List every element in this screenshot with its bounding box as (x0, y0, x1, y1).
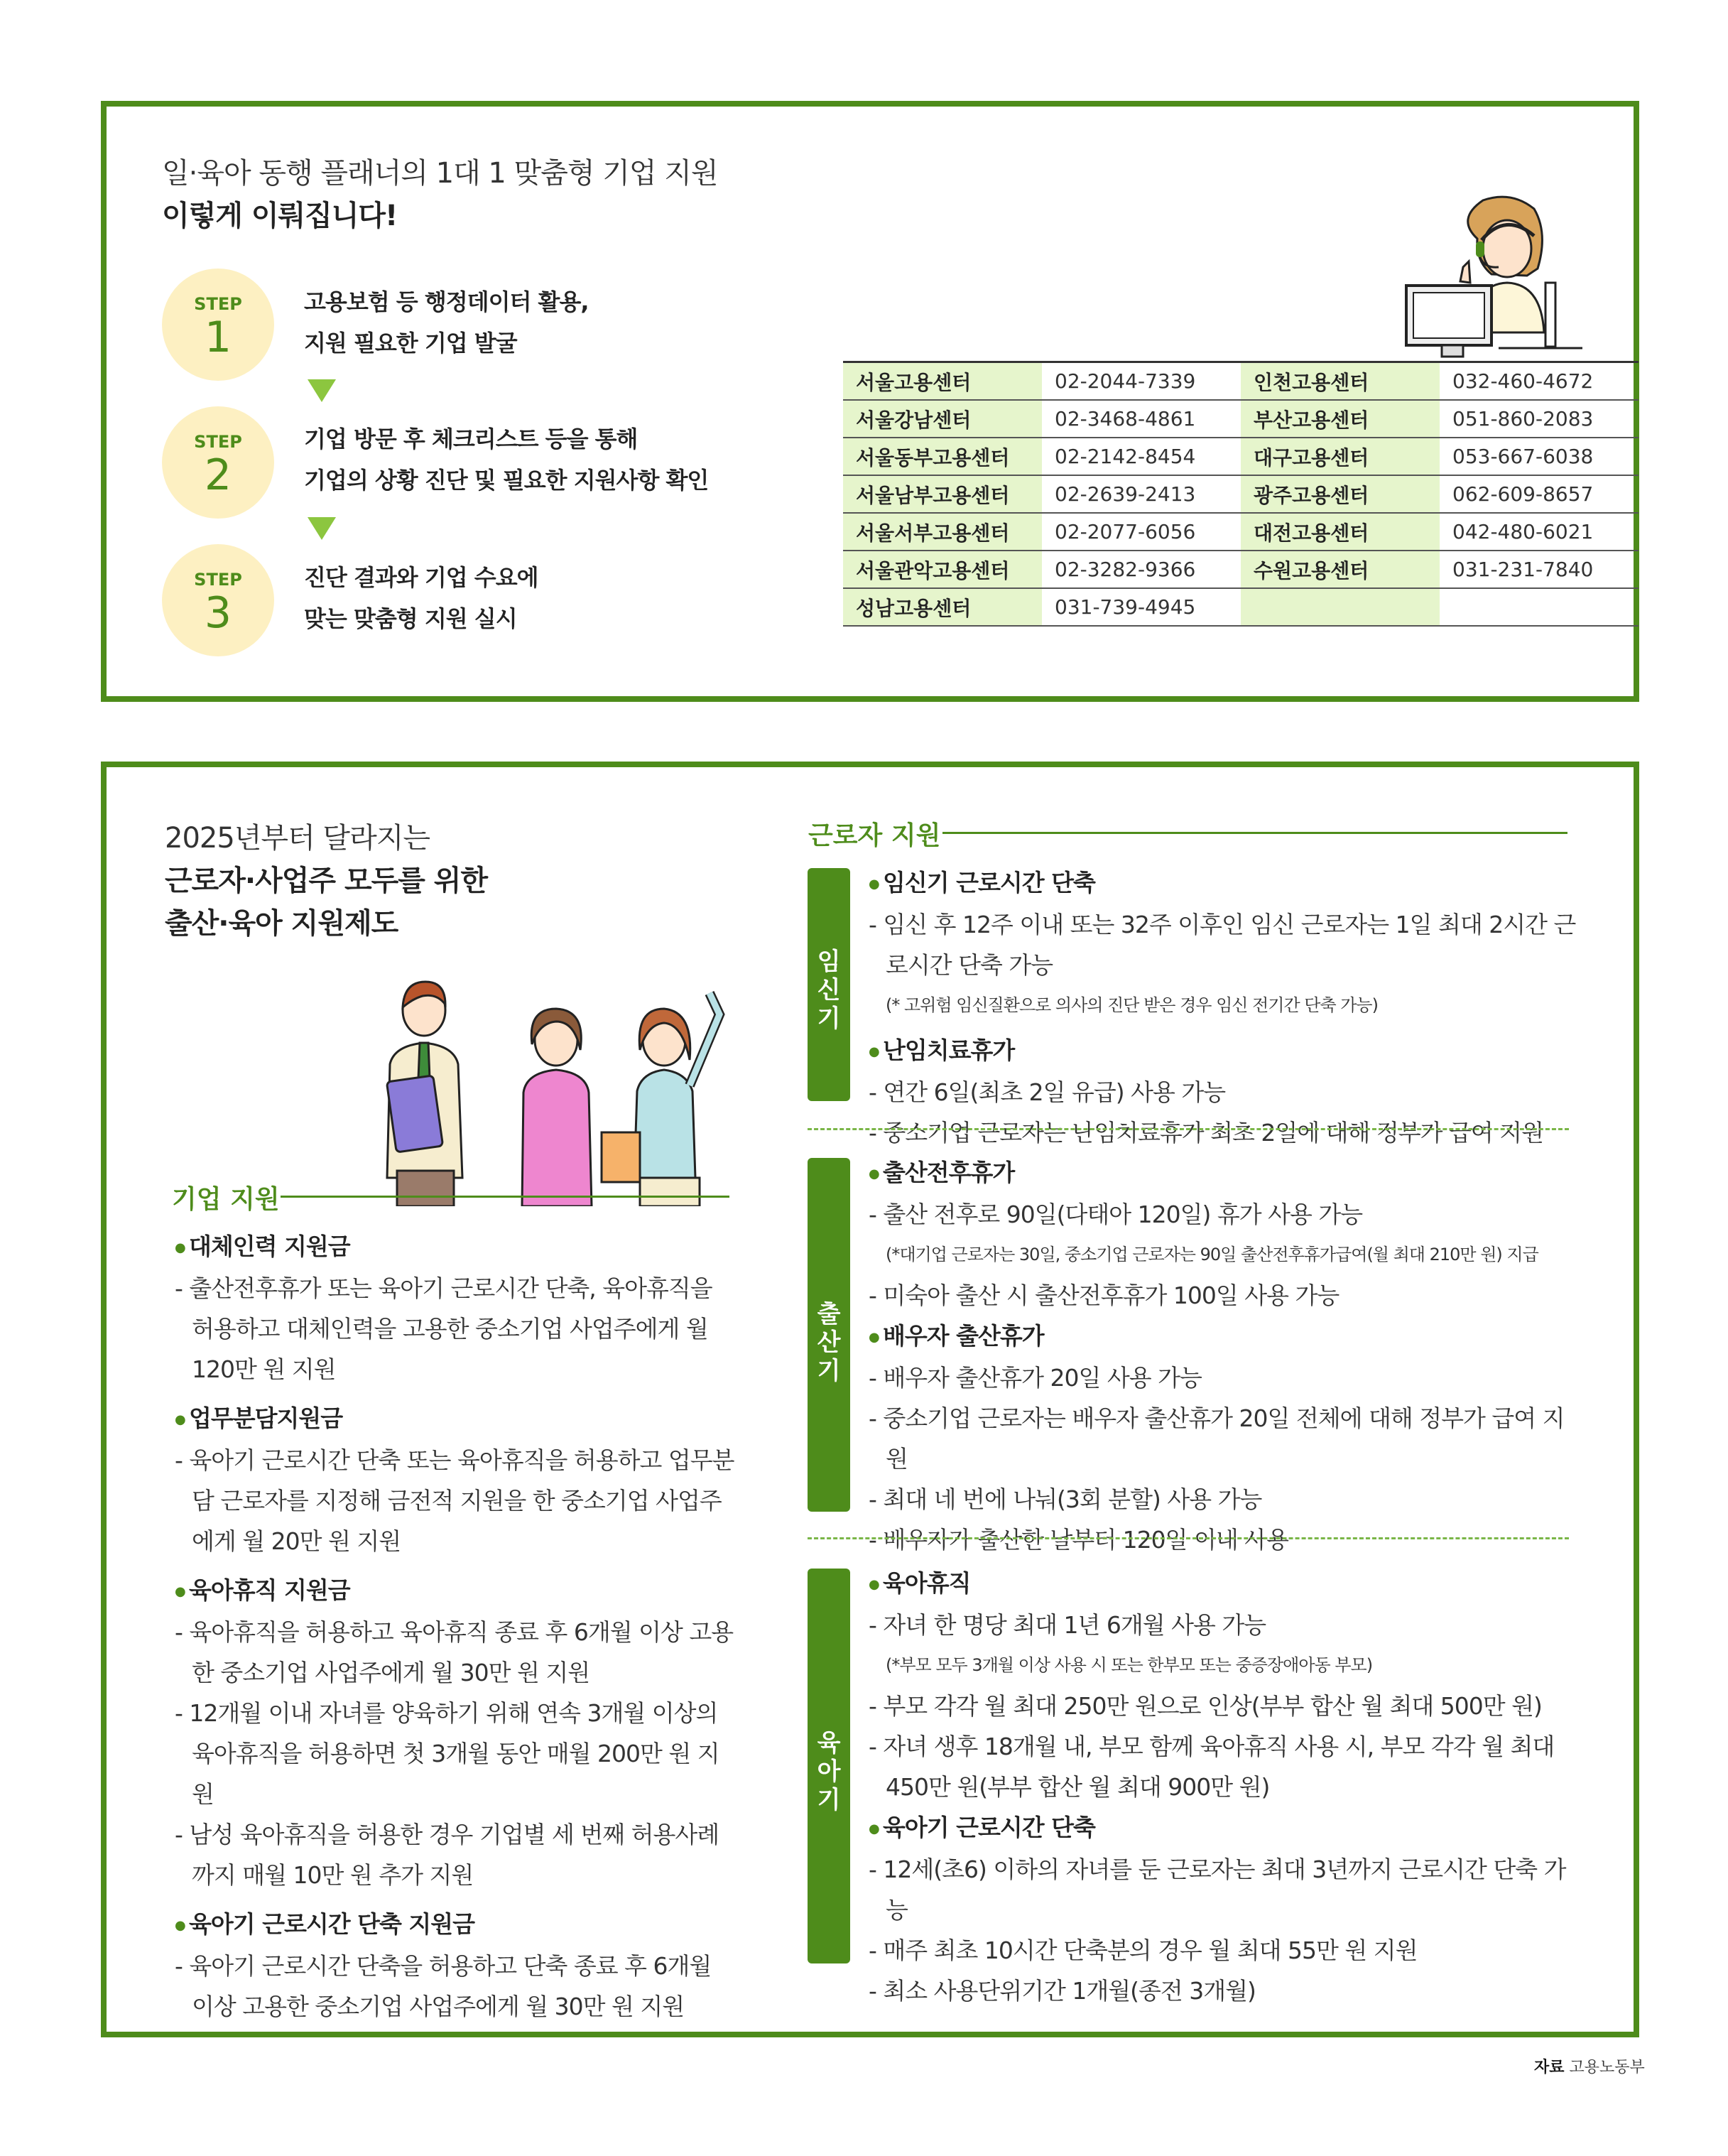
center-name-cell: 서울강남센터 (843, 400, 1042, 438)
subsidy-heading: ● 육아휴직 지원금 (175, 1570, 736, 1612)
planner-intro-line1: 일·육아 동행 플래너의 1대 1 맞춤형 기업 지원 (162, 157, 718, 190)
center-table-row (843, 362, 1639, 401)
subsidy-heading: ● 대체인력 지원금 (175, 1226, 736, 1268)
center-name-cell: 인천고용센터 (1241, 362, 1440, 401)
center-name-cell: 대전고용센터 (1241, 513, 1440, 551)
center-name-cell: 서울서부고용센터 (843, 513, 1042, 551)
center-phone-cell: 02-2077-6056 (1042, 513, 1241, 551)
subsidy-item: - 육아기 근로시간 단축을 허용하고 단축 종료 후 6개월 이상 고용한 중소기업 사업주에게 월 30만 원 지원 (175, 1952, 712, 2020)
center-phone-cell: 02-2639-2413 (1042, 475, 1241, 513)
step-3-text: 진단 결과와 기업 수요에 맞는 맞춤형 지원 실시 (304, 564, 538, 632)
policy-intro-line1: 2025년부터 달라지는 (165, 822, 430, 855)
center-name-cell: 부산고용센터 (1241, 400, 1440, 438)
planner-intro-line2: 이렇게 이뤄집니다! (162, 200, 398, 232)
step-2-badge: STEP 2 (162, 406, 274, 519)
center-table-row (843, 400, 1639, 438)
subsidy-item: - 육아기 근로시간 단축 또는 육아휴직을 허용하고 업무분담 근로자를 지정해 금전적 지원을 한 중소기업 사업주에게 월 20만 원 지원 (175, 1446, 734, 1555)
center-name-cell (1241, 588, 1440, 626)
center-name-cell: 서울동부고용센터 (843, 438, 1042, 475)
center-table-row (843, 551, 1639, 588)
call-center-agent-illustration (1392, 190, 1584, 361)
worker-support-title: 근로자 지원 (808, 821, 941, 850)
center-table-row (843, 513, 1639, 551)
subsidy-item: - 출산전후휴가 또는 육아기 근로시간 단축, 육아휴직을 허용하고 대체인력을 고용한 중소기업 사업주에게 월 120만 원 지원 (175, 1274, 712, 1383)
center-name-cell: 성남고용센터 (843, 588, 1042, 626)
worker-support-rule (942, 832, 1567, 834)
center-name-cell: 서울남부고용센터 (843, 475, 1042, 513)
pregnancy-support-list: ● 임신기 근로시간 단축 - 임신 후 12주 이내 또는 32주 이후인 임신 근로자는 1일 최대 2시간 근로시간 단축 가능 (* 고위험 임신질환으로 의사의 진단 받은 경우 임신 전기간 단축 가능) ● 난임치료휴가 - 연간 6일(최초 2일 유급) 사용 가능 - 중소기업 근로자는 난임치료휴가 최초 2일에 대해 정부가 급여 지원 (869, 862, 1579, 1153)
center-name-cell: 광주고용센터 (1241, 475, 1440, 513)
center-phone-cell: 031-739-4945 (1042, 588, 1241, 626)
center-name-cell: 수원고용센터 (1241, 551, 1440, 588)
center-name-cell: 대구고용센터 (1241, 438, 1440, 475)
subsidy-item: - 남성 육아휴직을 허용한 경우 기업별 세 번째 허용사례까지 매월 10만 원 추가 지원 (175, 1821, 719, 1889)
center-phone-cell: 031-231-7840 (1440, 551, 1639, 588)
step-2-text: 기업 방문 후 체크리스트 등을 통해 기업의 상황 진단 및 필요한 지원사항 확인 (304, 426, 709, 494)
center-phone-cell: 053-667-6038 (1440, 438, 1639, 475)
policy-intro-line3: 출산·육아 지원제도 (165, 907, 398, 940)
childbirth-period-bar: 출산기 (808, 1158, 850, 1512)
employment-center-phone-table (843, 361, 1639, 627)
down-arrow-icon (308, 517, 336, 540)
section-divider (808, 1537, 1569, 1539)
subsidy-item: - 12개월 이내 자녀를 양육하기 위해 연속 3개월 이상의 육아휴직을 허용하면 첫 3개월 동안 매월 200만 원 지원 (175, 1699, 719, 1808)
down-arrow-icon (308, 379, 336, 402)
pregnancy-period-bar: 임신기 (808, 868, 850, 1101)
section-divider (808, 1128, 1569, 1130)
center-phone-cell: 051-860-2083 (1440, 400, 1639, 438)
center-phone-cell: 062-609-8657 (1440, 475, 1639, 513)
center-phone-cell (1440, 588, 1639, 626)
childcare-period-bar: 육아기 (808, 1569, 850, 1963)
center-table-row (843, 438, 1639, 475)
source-credit: 자료 고용노동부 (1534, 2059, 1645, 2076)
subsidy-heading: ● 육아기 근로시간 단축 지원금 (175, 1904, 736, 1946)
subsidy-item: - 육아휴직을 허용하고 육아휴직 종료 후 6개월 이상 고용한 중소기업 사업주에게 월 30만 원 지원 (175, 1618, 734, 1686)
childcare-support-list: ● 육아휴직 - 자녀 한 명당 최대 1년 6개월 사용 가능 (*부모 모두 3개월 이상 사용 시 또는 한부모 또는 중증장애아동 부모) - 부모 각각 월 최대 250만 원으로 인상(부부 합산 월 최대 500만 원) - 자녀 생후 18개월 내, 부모 함께 육아휴직 사용 시, 부모 각각 월 최대 450만 원(부부 합산 월 최대 900만 원) ● 육아기 근로시간 단축 - 12세(초6) 이하의 자녀를 둔 근로자는 최대 3년까지 근로시간 단축 가능 - 매주 최초 10시간 단축분의 경우 월 최대 55만 원 지원 - 최소 사용단위기간 1개월(종전 3개월) (869, 1563, 1579, 2011)
center-phone-cell: 032-460-4672 (1440, 362, 1639, 401)
center-table-row (843, 588, 1639, 626)
center-table-row (843, 475, 1639, 513)
center-phone-cell: 02-2044-7339 (1042, 362, 1241, 401)
center-name-cell: 서울고용센터 (843, 362, 1042, 401)
policy-intro-line2: 근로자·사업주 모두를 위한 (165, 865, 488, 897)
company-support-title: 기업 지원 (172, 1185, 280, 1214)
workers-group-illustration (366, 972, 735, 1206)
center-name-cell: 서울관악고용센터 (843, 551, 1042, 588)
center-phone-cell: 02-3468-4861 (1042, 400, 1241, 438)
company-support-rule (281, 1196, 729, 1198)
subsidy-heading: ● 업무분담지원금 (175, 1398, 736, 1440)
company-support-list (175, 1226, 736, 2027)
childbirth-support-list: ● 출산전후휴가 - 출산 전후로 90일(다태아 120일) 휴가 사용 가능 (*대기업 근로자는 30일, 중소기업 근로자는 90일 출산전후휴가급여(월 최대 210만 원) 지급 - 미숙아 출산 시 출산전후휴가 100일 사용 가능 ● 배우자 출산휴가 - 배우자 출산휴가 20일 사용 가능 - 중소기업 근로자는 배우자 출산휴가 20일 전체에 대해 정부가 급여 지원 - 최대 네 번에 나눠(3회 분할) 사용 가능 - 배우자가 출산한 날부터 120일 이내 사용 (869, 1152, 1579, 1560)
center-phone-cell: 02-2142-8454 (1042, 438, 1241, 475)
step-1-badge: STEP 1 (162, 269, 274, 381)
step-3-badge: STEP 3 (162, 544, 274, 656)
step-1-text: 고용보험 등 행정데이터 활용, 지원 필요한 기업 발굴 (304, 288, 589, 357)
center-phone-cell: 042-480-6021 (1440, 513, 1639, 551)
center-phone-cell: 02-3282-9366 (1042, 551, 1241, 588)
